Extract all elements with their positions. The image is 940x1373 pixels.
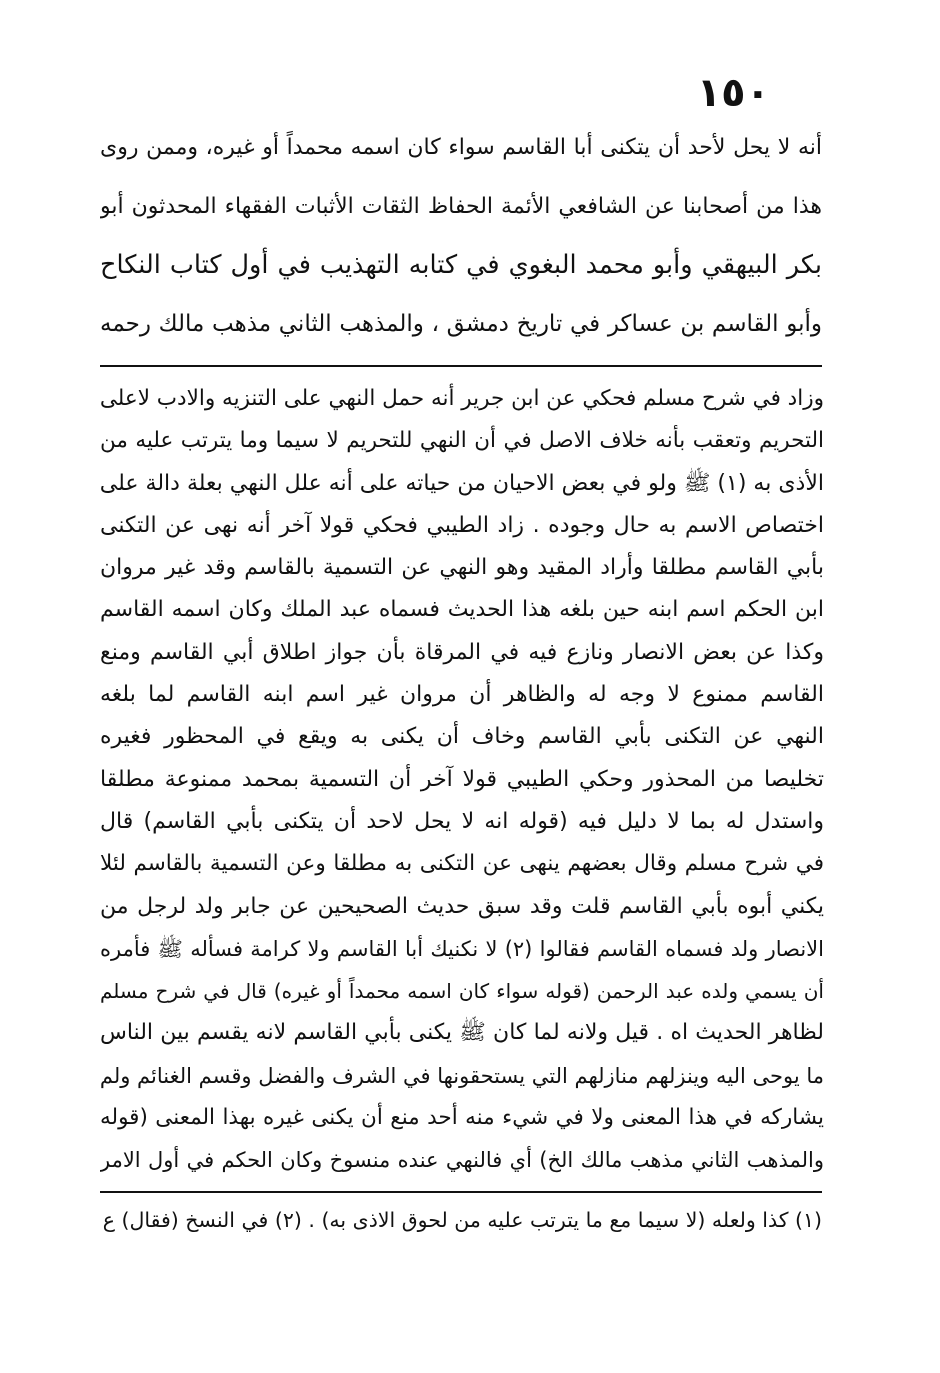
commentary-line: والمذهب الثاني مذهب مالك الخ) أي فالنهي عنده منسوخ وكان الحكم في أول الامر	[100, 1148, 824, 1173]
commentary-line: الأذى به (١) ﷺ ولو في بعض الاحيان من حياته على أنه علل النهي بعلة دالة على	[100, 470, 824, 496]
main-text-line: بكر البيهقي وأبو محمد البغوي في كتابه التهذيب في أول كتاب النكاح	[100, 250, 822, 280]
commentary-line: يكني أبوه بأبي القاسم قلت وقد سبق حديث الصحيحين عن جابر ولد لرجل من	[100, 893, 824, 919]
commentary-line: ما يوحى اليه وينزلهم منازلهم التي يستحقونها في الشرف والفضل وقسم الغنائم ولم	[100, 1063, 824, 1088]
commentary-line: في شرح مسلم وقال بعضهم ينهى عن التكنى به مطلقا وعن التسمية بالقاسم لئلا	[100, 851, 824, 877]
footnote: (١) كذا ولعله (لا سيما مع ما يترتب عليه من لحوق الاذى به) . (٢) في النسخ (فقال) ع	[102, 1208, 822, 1232]
commentary-line: النهي عن التكنى بأبي القاسم وخاف أن يكنى به ويقع في المحظور فغيره	[100, 724, 824, 750]
commentary-line: تخليصا من المحذور وحكي الطيبي قولا آخر أن التسمية بمحمد ممنوعة مطلقا	[100, 766, 824, 792]
main-text-line: وأبو القاسم بن عساكر في تاريخ دمشق ، والمذهب الثاني مذهب مالك رحمه	[100, 311, 822, 337]
commentary-line: يشاركه في هذا المعنى ولا في شيء منه أحد منع أن يكنى غيره بهذا المعنى (قوله	[100, 1105, 824, 1131]
commentary-line: وكذا عن بعض الانصار ونازع فيه في المرقاة بأن جواز اطلاق أبي القاسم ومنع	[100, 639, 824, 665]
page-number: ١٥٠	[696, 70, 770, 116]
commentary-line: القاسم ممنوع لا وجه له والظاهر أن مروان غير اسم ابنه القاسم لما بلغه	[100, 682, 824, 708]
main-text-block	[100, 118, 822, 354]
commentary-line: بأبي القاسم مطلقا وأراد المقيد وهو النهي عن التسمية بالقاسم وقد غير مروان	[100, 555, 824, 581]
main-text-line: أنه لا يحل لأحد أن يتكنى أبا القاسم سواء كان اسمه محمداً أو غيره، وممن روى	[100, 135, 822, 160]
commentary-line: ابن الحكم اسم ابنه حين بلغه هذا الحديث فسماه عبد الملك وكان اسمه القاسم	[100, 597, 824, 623]
commentary-line: اختصاص الاسم به حال وجوده . زاد الطيبي فحكي قولا آخر أنه نهى عن التكنى	[100, 512, 824, 538]
commentary-line: الانصار ولد فسماه القاسم فقالوا (٢) لا نكنيك أبا القاسم ولا كرامة فسأله ﷺ فأمره	[100, 936, 824, 961]
commentary-line: لظاهر الحديث اه . قيل ولانه لما كان ﷺ يكنى بأبي القاسم لانه يقسم بين الناس	[100, 1020, 824, 1046]
commentary-line: أن يسمي ولده عبد الرحمن (قوله سواء كان اسمه محمداً أو غيره) قال في شرح مسلم	[100, 979, 824, 1004]
commentary-line: التحريم وتعقب بأنه خلاف الاصل في أن النهي للتحريم لا سيما وما يترتب عليه من	[100, 428, 824, 454]
footnote-divider	[100, 1191, 822, 1193]
commentary-block	[100, 378, 824, 1182]
commentary-line: وزاد في شرح مسلم فحكي عن ابن جرير أنه حمل النهي على التنزيه والادب لاعلى	[100, 386, 824, 411]
commentary-line: واستدل له بما لا دليل فيه (قوله انه لا يحل لاحد أن يتكنى بأبي القاسم) قال	[100, 808, 824, 834]
main-text-line: هذا من أصحابنا عن الشافعي الأئمة الحفاظ الثقات الأثبات الفقهاء المحدثون أبو	[100, 194, 822, 219]
section-divider	[100, 365, 822, 367]
